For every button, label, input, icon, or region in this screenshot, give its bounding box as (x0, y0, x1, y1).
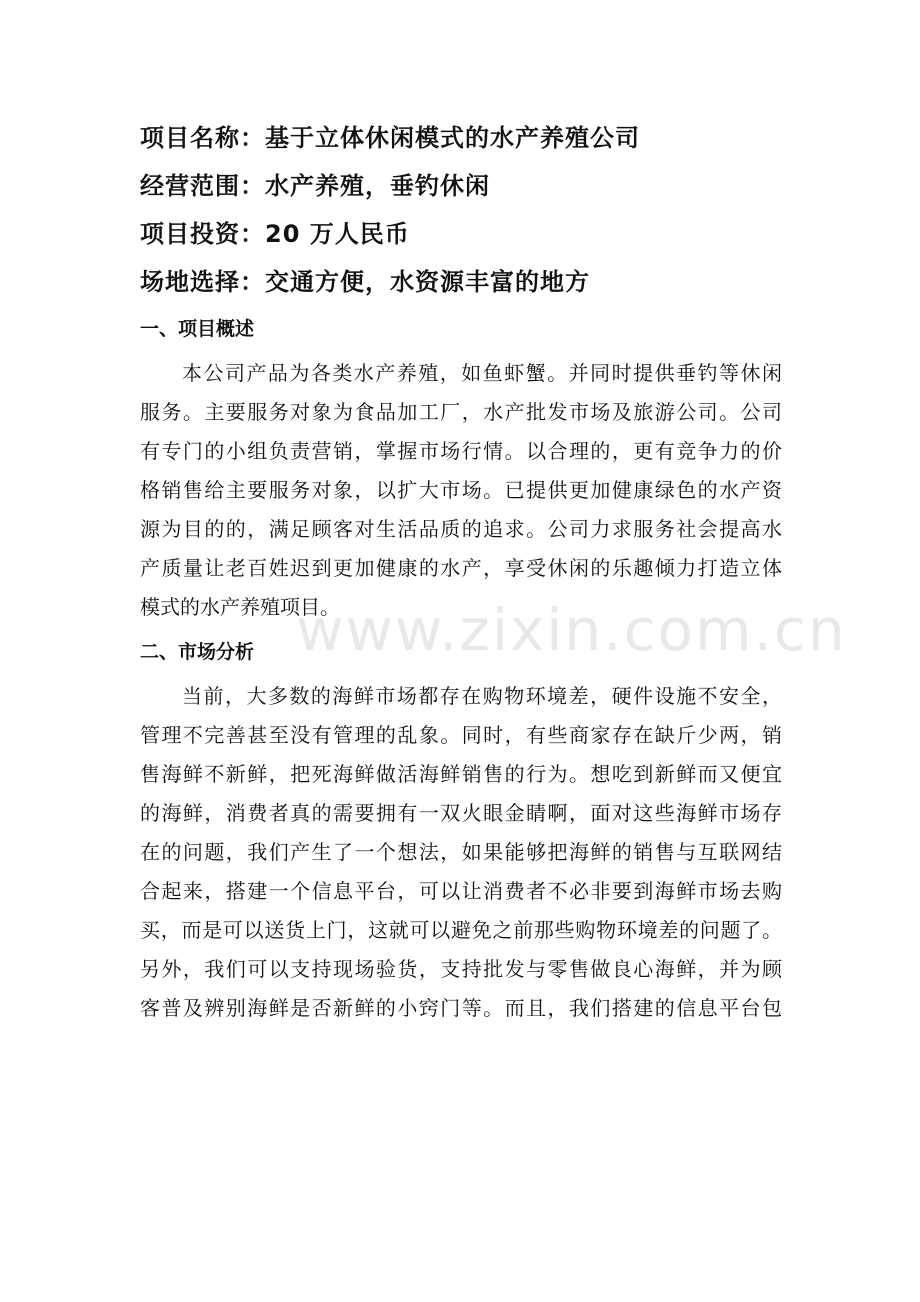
text-line: 产质量让老百姓迟到更加健康的水产，享受休闲的乐趣倾力打造立体 (140, 556, 782, 580)
paragraph-market (140, 677, 782, 1028)
text-line: 模式的水产养殖项目。 (140, 595, 340, 619)
text-line: 另外，我们可以支持现场验货，支持批发与零售做良心海鲜，并为顾 (140, 957, 782, 981)
text-line: 有专门的小组负责营销，掌握市场行情。以合理的，更有竞争力的价 (140, 439, 782, 463)
section-title-market: 二、市场分析 (140, 641, 255, 663)
text-line: 买，而是可以送货上门，这就可以避免之前那些购物环境差的问题了。 (140, 918, 782, 942)
text-line: 在的问题，我们产生了一个想法，如果能够把海鲜的销售与互联网结 (140, 840, 782, 864)
section-title-overview: 一、项目概述 (140, 318, 255, 340)
text-line: 源为目的的，满足顾客对生活品质的追求。公司力求服务社会提高水 (140, 517, 782, 541)
text-line: 本公司产品为各类水产养殖，如鱼虾蟹。并同时提供垂钓等休闲 (182, 361, 782, 385)
text-line: 当前，大多数的海鲜市场都存在购物环境差，硬件设施不安全， (182, 684, 782, 708)
paragraph-overview (140, 354, 782, 627)
project-investment: 项目投资：20 万人民币 (140, 220, 410, 248)
text-line: 管理不完善甚至没有管理的乱象。同时，有些商家存在缺斤少两，销 (140, 723, 782, 747)
text-line: 的海鲜，消费者真的需要拥有一双火眼金睛啊，面对这些海鲜市场存 (140, 801, 782, 825)
business-scope: 经营范围：水产养殖，垂钓休闲 (140, 172, 490, 200)
text-line: 合起来，搭建一个信息平台，可以让消费者不必非要到海鲜市场去购 (140, 879, 782, 903)
text-line: 售海鲜不新鲜，把死海鲜做活海鲜销售的行为。想吃到新鲜而又便宜 (140, 762, 782, 786)
text-line: 格销售给主要服务对象，以扩大市场。已提供更加健康绿色的水产资 (140, 478, 782, 502)
document-page (140, 114, 782, 1032)
text-line: 客普及辨别海鲜是否新鲜的小窍门等。而且，我们搭建的信息平台包 (140, 996, 782, 1020)
site-selection: 场地选择：交通方便，水资源丰富的地方 (140, 268, 590, 296)
watermark: www.zixin.com.cn (296, 596, 847, 664)
text-line: 服务。主要服务对象为食品加工厂，水产批发市场及旅游公司。公司 (140, 400, 782, 424)
project-name: 项目名称：基于立体休闲模式的水产养殖公司 (140, 124, 640, 152)
